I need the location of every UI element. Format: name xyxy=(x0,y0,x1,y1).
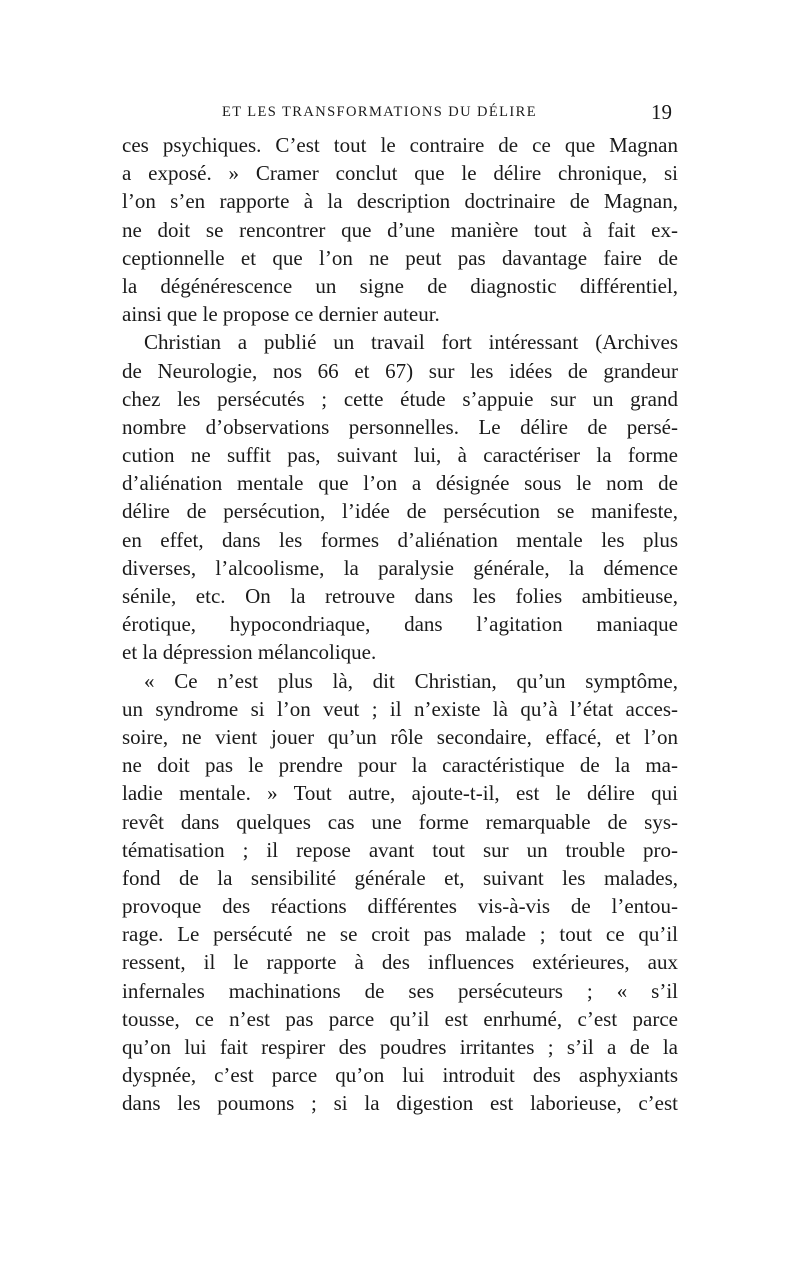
text-line: ressent, il le rapporte à des influences extérieures, aux xyxy=(122,950,678,975)
text-line: d’aliénation mentale que l’on a désignée sous le nom de xyxy=(122,471,678,496)
text-line: ne doit pas le prendre pour la caractéristique de la ma- xyxy=(122,753,678,778)
text-line: infernales machinations de ses persécuteurs ; « s’il xyxy=(122,978,678,1003)
text-line: ainsi que le propose ce dernier auteur. xyxy=(122,302,440,327)
text-line: ceptionnelle et que l’on ne peut pas davantage faire de xyxy=(122,245,678,270)
text-line: revêt dans quelques cas une forme remarquable de sys- xyxy=(122,809,678,834)
text-line: diverses, l’alcoolisme, la paralysie générale, la démence xyxy=(122,555,678,580)
text-line: fond de la sensibilité générale et, suivant les malades, xyxy=(122,865,678,890)
text-line: nombre d’observations personnelles. Le délire de persé- xyxy=(122,414,678,439)
text-line: ne doit se rencontrer que d’une manière tout à fait ex- xyxy=(122,217,678,242)
text-line: ces psychiques. C’est tout le contraire de ce que Magnan xyxy=(122,133,678,157)
text-line: délire de persécution, l’idée de persécution se manifeste, xyxy=(122,499,678,524)
text-line: rage. Le persécuté ne se croit pas malade ; tout ce qu’il xyxy=(122,922,678,947)
running-head xyxy=(222,100,672,126)
text-line: cution ne suffit pas, suivant lui, à caractériser la forme xyxy=(122,443,678,468)
text-line: provoque des réactions différentes vis-à-vis de l’entou- xyxy=(122,894,678,919)
text-line: dyspnée, c’est parce qu’on lui introduit des asphyxiants xyxy=(122,1063,678,1088)
text-line: ladie mentale. » Tout autre, ajoute-t-il, est le délire qui xyxy=(122,781,678,806)
text-line: l’on s’en rapporte à la description doctrinaire de Magnan, xyxy=(122,189,678,214)
text-line: « Ce n’est plus là, dit Christian, qu’un symptôme, xyxy=(144,668,678,693)
text-line: chez les persécutés ; cette étude s’appuie sur un grand xyxy=(122,386,678,411)
text-line: un syndrome si l’on veut ; il n’existe là qu’à l’état acces- xyxy=(122,696,678,721)
text-line: et la dépression mélancolique. xyxy=(122,640,377,665)
text-line: a exposé. » Cramer conclut que le délire chronique, si xyxy=(122,161,678,186)
text-line: Christian a publié un travail fort intéressant (Archives xyxy=(144,330,678,355)
text-line: tousse, ce n’est pas parce qu’il est enrhumé, c’est parce xyxy=(122,1006,678,1031)
page-number: 19 xyxy=(651,100,672,124)
text-line: érotique, hypocondriaque, dans l’agitation maniaque xyxy=(122,612,678,637)
text-line: dans les poumons ; si la digestion est laborieuse, c’est xyxy=(122,1091,678,1116)
text-line: soire, ne vient jouer qu’un rôle secondaire, effacé, et l’on xyxy=(122,724,678,749)
text-line: la dégénérescence un signe de diagnostic différentiel, xyxy=(122,273,678,298)
text-line: qu’on lui fait respirer des poudres irritantes ; s’il a de la xyxy=(122,1035,678,1059)
body-text xyxy=(122,131,678,1118)
text-line: en effet, dans les formes d’aliénation mentale les plus xyxy=(122,527,678,552)
text-line: de Neurologie, nos 66 et 67) sur les idées de grandeur xyxy=(122,358,678,383)
text-line: tématisation ; il repose avant tout sur un trouble pro- xyxy=(122,837,678,862)
running-title: ET LES TRANSFORMATIONS DU DÉLIRE xyxy=(222,104,537,120)
text-line: sénile, etc. On la retrouve dans les folies ambitieuse, xyxy=(122,584,678,608)
